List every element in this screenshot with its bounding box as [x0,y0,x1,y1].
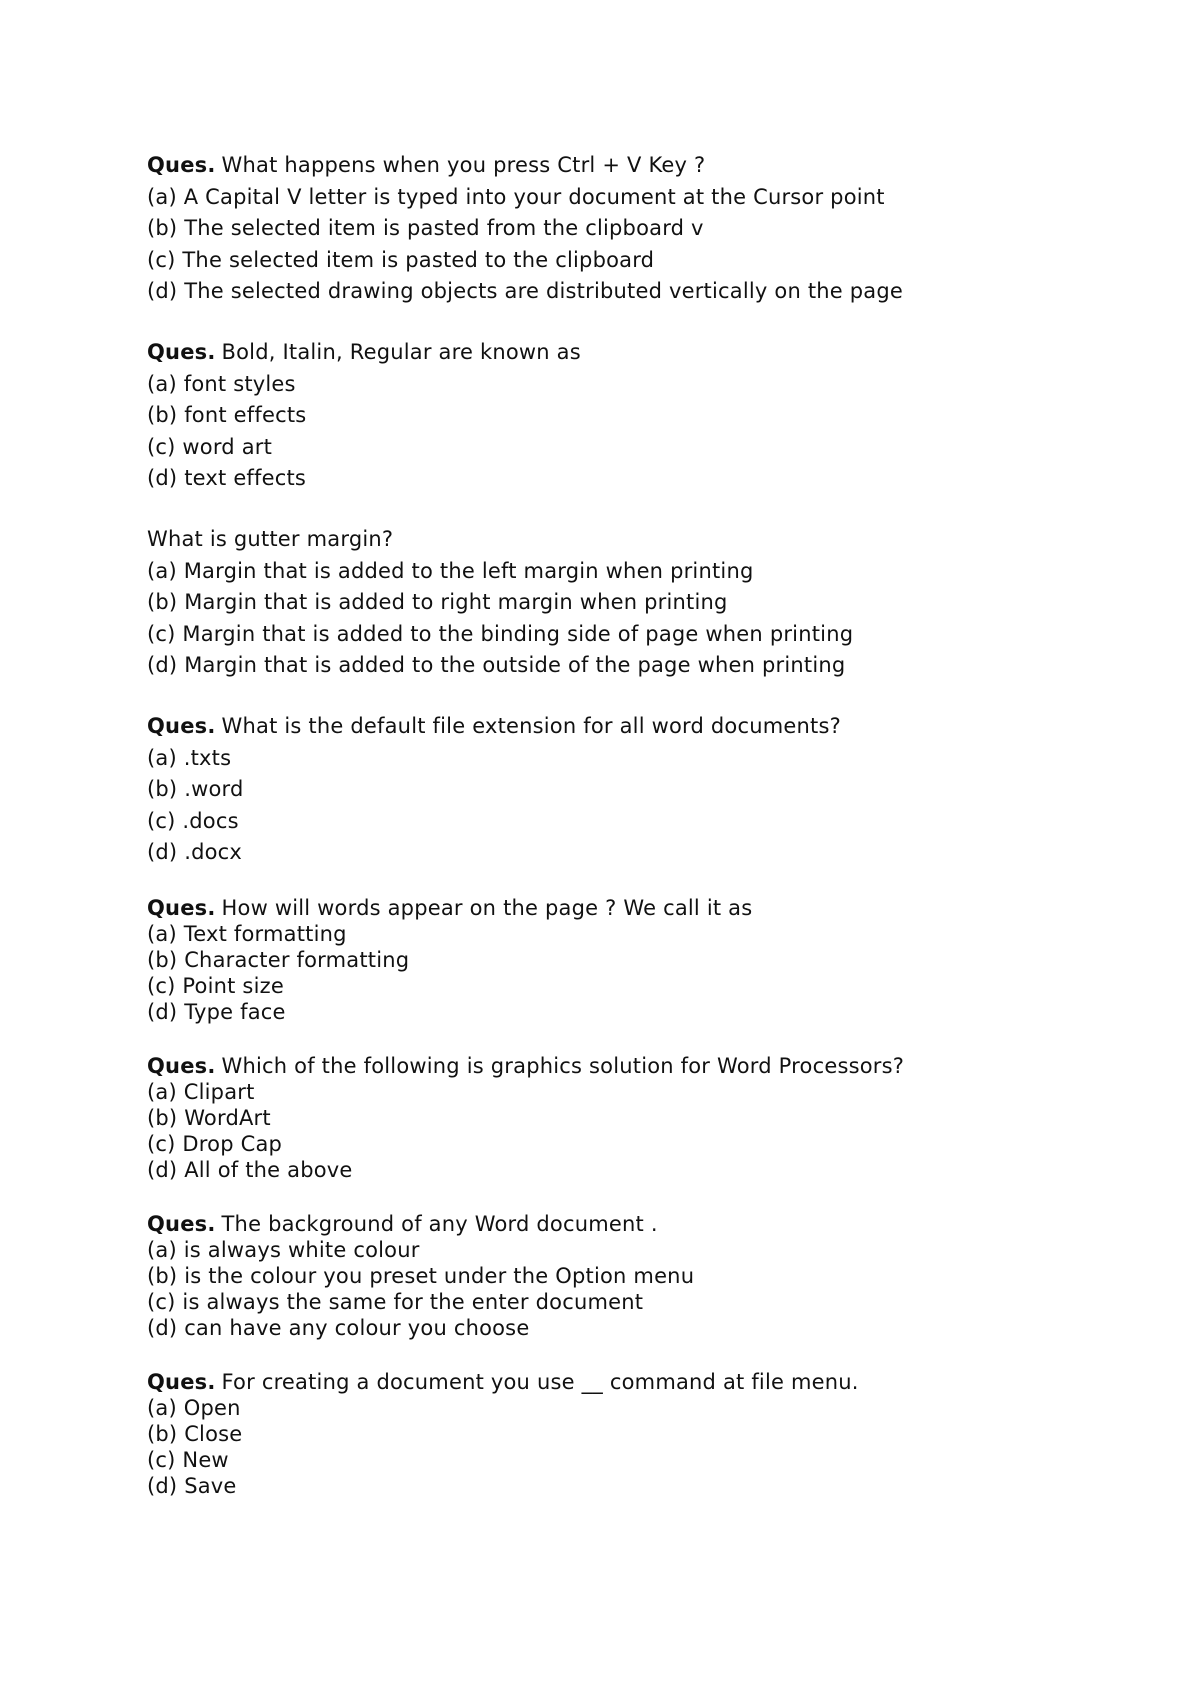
answer-option: (b) Character formatting [147,948,410,972]
question-stem [147,1369,1147,1395]
question-stem [147,524,1147,556]
answer-option: (d) All of the above [147,1158,353,1182]
question-3 [147,524,1147,682]
question-text: What is the default file extension for all word documents? [221,714,841,738]
answer-option: (a) .txts [147,745,232,770]
answer-option: (b) The selected item is pasted from the clipboard v [147,216,704,240]
question-5 [147,895,1147,1025]
answer-option: (b) .word [147,777,244,801]
question-stem [147,895,1147,921]
answer-option: (a) Margin that is added to the left margin when printing [147,558,754,583]
answer-option: (c) The selected item is pasted to the clipboard [147,247,655,272]
question-stem [147,150,1147,182]
question-stem [147,1211,1147,1237]
answer-option: (b) font effects [147,403,307,427]
question-text: Bold, Italin, Regular are known as [221,340,581,364]
question-1 [147,150,1147,308]
answer-option: (d) Save [147,1474,237,1498]
answer-option: (b) is the colour you preset under the Option menu [147,1264,695,1288]
question-6 [147,1053,1147,1183]
question-prefix: Ques. [147,714,216,738]
answer-option: (b) WordArt [147,1106,271,1130]
question-text: The background of any Word document . [221,1212,658,1236]
answer-option: (c) .docs [147,808,239,833]
answer-option: (a) is always white colour [147,1238,420,1262]
question-prefix: Ques. [147,896,216,920]
answer-option: (d) The selected drawing objects are distributed vertically on the page [147,279,904,303]
question-text: How will words appear on the page ? We call it as [221,896,753,920]
question-2 [147,337,1147,495]
answer-option: (d) can have any colour you choose [147,1316,530,1340]
answer-option: (d) .docx [147,840,243,864]
question-prefix: Ques. [147,153,216,177]
answer-option: (c) Point size [147,974,284,998]
answer-option: (b) Margin that is added to right margin when printing [147,590,728,614]
question-text: What happens when you press Ctrl + V Key ? [221,153,706,177]
answer-option: (d) Margin that is added to the outside of the page when printing [147,653,846,677]
question-prefix: Ques. [147,1212,216,1236]
question-7 [147,1211,1147,1341]
question-prefix: Ques. [147,1370,216,1394]
question-stem [147,711,1147,743]
answer-option: (a) Clipart [147,1080,255,1104]
question-text: For creating a document you use __ command at file menu. [221,1370,859,1394]
question-stem [147,337,1147,369]
answer-option: (b) Close [147,1422,243,1446]
answer-option: (a) Open [147,1396,241,1420]
answer-option: (a) Text formatting [147,922,347,946]
answer-option: (d) Type face [147,1000,286,1024]
answer-option: (c) Margin that is added to the binding side of page when printing [147,621,854,646]
question-prefix: Ques. [147,1054,216,1078]
answer-option: (c) word art [147,434,273,459]
answer-option: (c) is always the same for the enter document [147,1290,644,1314]
question-4 [147,711,1147,869]
answer-option: (c) Drop Cap [147,1132,283,1156]
answer-option: (a) font styles [147,371,296,396]
answer-option: (a) A Capital V letter is typed into your document at the Cursor point [147,184,885,209]
answer-option: (c) New [147,1448,229,1472]
question-8 [147,1369,1147,1499]
question-stem [147,1053,1147,1079]
question-text: Which of the following is graphics solution for Word Processors? [221,1054,905,1078]
question-prefix: Ques. [147,340,216,364]
answer-option: (d) text effects [147,466,307,490]
question-text: What is gutter margin? [147,527,394,551]
